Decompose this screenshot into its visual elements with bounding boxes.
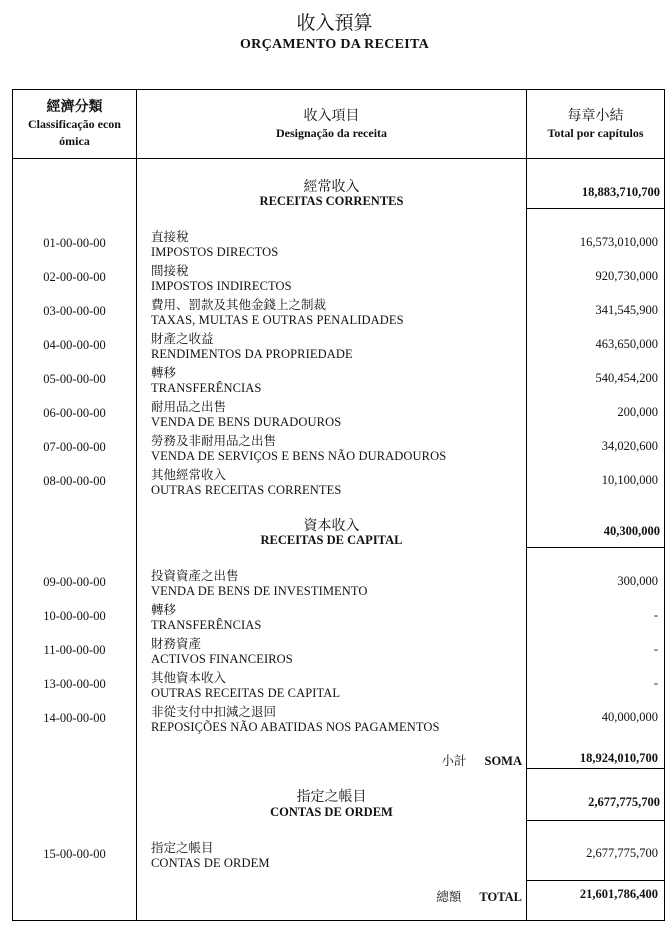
header-bottom-border	[12, 158, 664, 159]
row-label-zh: 勞務及非耐用品之出售	[151, 434, 277, 448]
current-section-pt: RECEITAS CORRENTES	[259, 194, 404, 208]
row-label-pt: TRANSFERÊNCIAS	[151, 618, 262, 632]
row-label-pt: VENDA DE SERVIÇOS E BENS NÃO DURADOUROS	[151, 449, 447, 463]
row-code: 11-00-00-00	[43, 643, 106, 657]
row-label-pt: TAXAS, MULTAS E OUTRAS PENALIDADES	[151, 313, 404, 327]
current-section-zh: 經常收入	[303, 180, 360, 195]
row-amount: -	[653, 676, 658, 690]
grand-total-amount: 21,601,786,400	[579, 887, 658, 901]
row-label-zh: 指定之帳目	[151, 841, 214, 855]
row-label-pt: VENDA DE BENS DURADOUROS	[151, 415, 342, 429]
row-label-pt: OUTRAS RECEITAS DE CAPITAL	[151, 686, 341, 700]
row-code: 08-00-00-00	[43, 474, 106, 488]
row-amount: 463,650,000	[595, 337, 658, 351]
row-label-pt: REPOSIÇÕES NÃO ABATIDAS NOS PAGAMENTOS	[151, 720, 440, 734]
header-total-zh: 每章小結	[567, 109, 624, 124]
row-label-zh: 財產之收益	[151, 332, 214, 346]
order-total-box-bottom	[526, 820, 664, 821]
header-classification-pt-1: Classificação econ	[28, 117, 121, 131]
row-label-zh: 其他經常收入	[151, 468, 227, 482]
page-title-pt: ORÇAMENTO DA RECEITA	[239, 37, 430, 52]
subtotal-box-bottom	[526, 768, 664, 769]
row-code: 01-00-00-00	[43, 236, 106, 250]
row-label-pt: CONTAS DE ORDEM	[151, 856, 270, 870]
row-label-zh: 費用、罰款及其他金錢上之制裁	[151, 298, 327, 312]
row-code: 03-00-00-00	[43, 304, 106, 318]
row-label-zh: 轉移	[151, 366, 177, 380]
row-label-zh: 直接稅	[151, 230, 189, 244]
row-code: 02-00-00-00	[43, 270, 106, 284]
grand-total-label-pt: TOTAL	[479, 890, 522, 904]
row-amount: -	[653, 642, 658, 656]
header-total	[527, 108, 664, 142]
row-amount: 34,020,600	[601, 439, 658, 453]
row-code: 07-00-00-00	[43, 440, 106, 454]
table-right-border	[664, 89, 665, 921]
header-designation	[137, 108, 526, 142]
header-classification-pt-2: ómica	[59, 134, 90, 148]
row-label-zh: 非從支付中扣減之退回	[151, 705, 277, 719]
row-label-zh: 耐用品之出售	[151, 400, 227, 414]
row-amount: 300,000	[617, 574, 658, 588]
subtotal-label	[441, 751, 522, 769]
row-amount: 200,000	[617, 405, 658, 419]
row-amount: 40,000,000	[601, 710, 658, 724]
row-label-zh: 間接稅	[151, 264, 189, 278]
row-amount: 920,730,000	[595, 269, 658, 283]
row-label-pt: VENDA DE BENS DE INVESTIMENTO	[151, 584, 368, 598]
row-code: 06-00-00-00	[43, 406, 106, 420]
row-label-zh: 其他資本收入	[151, 671, 227, 685]
capital-section-pt: RECEITAS DE CAPITAL	[260, 533, 403, 547]
row-code: 15-00-00-00	[43, 847, 106, 861]
current-section-total: 18,883,710,700	[581, 185, 660, 199]
row-amount: 540,454,200	[595, 371, 658, 385]
row-label-pt: TRANSFERÊNCIAS	[151, 381, 262, 395]
row-code: 13-00-00-00	[43, 677, 106, 691]
row-code: 09-00-00-00	[43, 575, 106, 589]
row-label-pt: IMPOSTOS DIRECTOS	[151, 245, 279, 259]
table-bottom-border	[12, 920, 664, 921]
order-section-pt: CONTAS DE ORDEM	[270, 805, 393, 819]
header-classification-zh: 經濟分類	[46, 100, 103, 115]
table-left-border	[12, 89, 13, 921]
order-section-zh: 指定之帳目	[296, 790, 367, 805]
row-code: 10-00-00-00	[43, 609, 106, 623]
header-designation-pt: Designação da receita	[275, 126, 388, 140]
capital-section-zh: 資本收入	[303, 519, 360, 534]
grand-total-label	[436, 887, 522, 905]
capital-total-box-bottom	[526, 547, 664, 548]
row-label-zh: 投資資產之出售	[151, 569, 239, 583]
current-total-box-bottom	[526, 208, 664, 209]
row-code: 14-00-00-00	[43, 711, 106, 725]
subtotal-label-pt: SOMA	[484, 754, 522, 768]
row-amount: -	[653, 608, 658, 622]
capital-section-total: 40,300,000	[603, 524, 660, 538]
table-top-border	[12, 89, 664, 90]
row-label-pt: IMPOSTOS INDIRECTOS	[151, 279, 292, 293]
grand-total-box-top	[526, 880, 664, 881]
row-amount: 341,545,900	[595, 303, 658, 317]
row-amount: 2,677,775,700	[586, 846, 658, 860]
subtotal-amount: 18,924,010,700	[579, 751, 658, 765]
row-label-pt: RENDIMENTOS DA PROPRIEDADE	[151, 347, 353, 361]
row-label-pt: ACTIVOS FINANCEIROS	[151, 652, 293, 666]
row-code: 04-00-00-00	[43, 338, 106, 352]
order-section-total: 2,677,775,700	[588, 795, 660, 809]
grand-total-label-zh: 總額	[436, 890, 462, 904]
header-designation-zh: 收入項目	[303, 109, 360, 124]
row-label-pt: OUTRAS RECEITAS CORRENTES	[151, 483, 342, 497]
row-label-zh: 財務資產	[151, 637, 202, 651]
page-title-zh: 收入預算	[296, 13, 373, 34]
row-amount: 16,573,010,000	[579, 235, 658, 249]
header-total-pt: Total por capítulos	[547, 126, 644, 140]
subtotal-label-zh: 小計	[441, 754, 467, 768]
row-code: 05-00-00-00	[43, 372, 106, 386]
row-label-zh: 轉移	[151, 603, 177, 617]
row-amount: 10,100,000	[601, 473, 658, 487]
header-classification	[13, 99, 136, 150]
